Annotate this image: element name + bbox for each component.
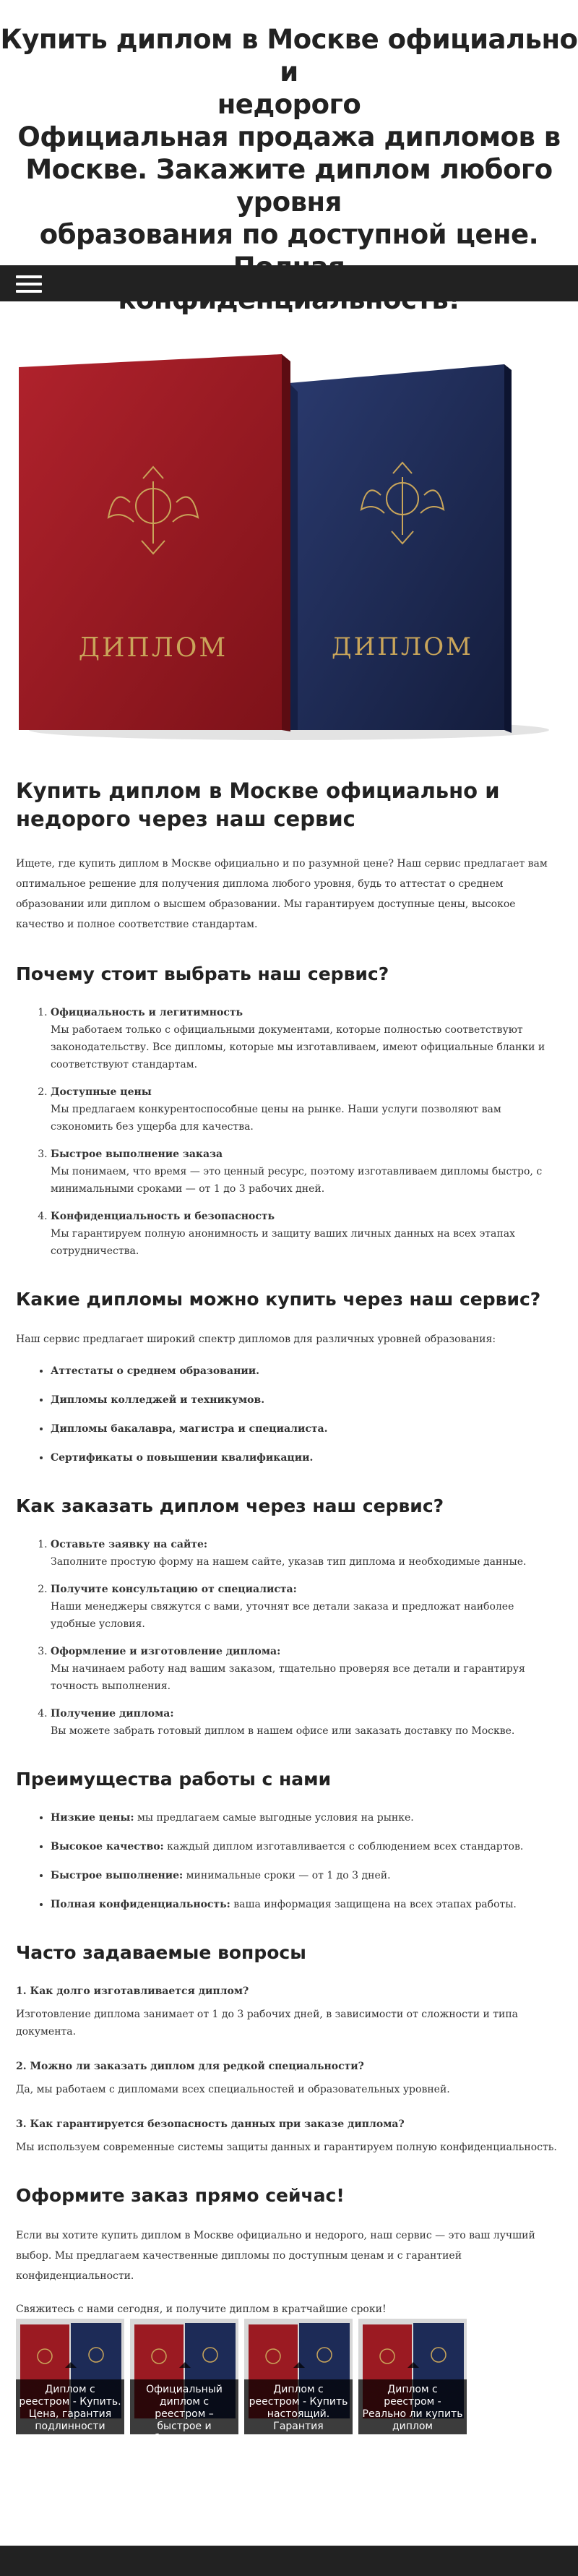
list-item-title: 3. Быстрое выполнение заказа [51,1149,223,1160]
list-item-text: Мы понимаем, что время — это ценный ресурс, поэтому изготавливаем дипломы быстро, с минимальными сроками — от 1 до 3 рабочих дней. [51,1166,543,1195]
list-item [51,1643,562,1695]
list-item-title: Полная конфиденциальность: [51,1899,230,1910]
hamburger-bar [16,275,42,278]
list-item-title: Быстрое выполнение: [51,1870,184,1881]
caption-arrow [293,2362,305,2368]
types-heading: Какие дипломы можно купить через наш сервис? [16,1289,541,1310]
diploma-covers-illustration [16,354,562,744]
faq-answer: Да, мы работаем с дипломами всех специальностей и образовательных уровней. [16,2084,450,2095]
advantages-list [32,1809,562,1913]
list-item-text: Вы можете забрать готовый диплом в нашем офисе или заказать доставку по Москве. [51,1725,515,1737]
list-item [51,1581,562,1633]
related-post-card[interactable] [130,2319,238,2457]
list-item-text: Мы предлагаем конкурентоспособные цены на рынке. Наши услуги позволяют вам сэкономить без ущерба для качества. [51,1104,501,1133]
cta-paragraph: Свяжитесь с нами сегодня, и получите диплом в кратчайшие сроки! [16,2304,387,2315]
list-item [51,1867,562,1884]
related-posts [16,2319,562,2457]
faq-list [16,1983,562,2156]
list-item-text: минимальные сроки — от 1 до 3 дней. [183,1870,391,1881]
list-item [51,1420,562,1438]
list-item-title: Сертификаты о повышении квалификации. [51,1452,314,1464]
list-item-text: Мы начинаем работу над вашим заказом, тщательно проверяя все детали и гарантируя точность выполнения. [51,1663,525,1692]
list-item-text: мы предлагаем самые выгодные условия на рынке. [134,1812,414,1824]
list-item [51,1809,562,1826]
site-title-line: Купить диплом в Москве официально и [0,24,578,87]
related-post-caption: Диплом с реестром - Купить настоящий. Гарантия [244,2379,353,2434]
list-item-text: каждый диплом изготавливается с соблюдением всех стандартов. [163,1841,524,1852]
types-intro: Наш сервис предлагает широкий спектр дипломов для различных уровней образования: [16,1334,496,1345]
caption-arrow [179,2362,191,2368]
right-cover-label: ДИПЛОМ [331,632,474,661]
caption-arrow [407,2362,419,2368]
site-footer [0,2546,578,2576]
list-item-title: 1. Официальность и легитимность [51,1007,243,1018]
list-item [51,1391,562,1409]
faq-answer: Мы используем современные системы защиты данных и гарантируем полную конфиденциальность. [16,2142,557,2153]
related-post-caption: Диплом с реестром - Купить. Цена, гарантия подлинности [16,2379,124,2434]
list-item [51,1705,562,1740]
hamburger-bar [16,283,42,285]
list-item-title: Дипломы колледжей и техникумов. [51,1394,265,1406]
related-post-caption: Официальный диплом с реестром – быстрое и безопасное решение [130,2379,238,2434]
list-item [51,1146,562,1198]
site-title-line: образования по доступной цене. [39,219,539,250]
list-item-text: Заполните простую форму на нашем сайте, указав тип диплома и необходимые данные. [51,1556,527,1568]
site-title-line: Официальная продажа дипломов в [17,121,561,153]
intro-paragraph: Ищете, где купить диплом в Москве официально и по разумной цене? Наш сервис предлагает вам оптимальное решение для получения диплома любого уровня, будь то аттестат о среднем образовании или диплом о высшем образовании. Мы гарантируем доступные цены, высокое качество и полное соответствие стандартам. [16,858,548,930]
list-item-title: 4. Получение диплома: [51,1708,174,1720]
list-item [51,1362,562,1380]
faq-question: 2. Можно ли заказать диплом для редкой специальности? [16,2061,364,2072]
related-post-card[interactable] [358,2319,467,2434]
site-title-line: недорого [217,89,361,120]
related-post-card[interactable] [244,2319,353,2434]
list-item [51,1838,562,1855]
list-item [51,1449,562,1467]
list-item-title: 2. Получите консультацию от специалиста: [51,1584,297,1595]
list-item-title: 3. Оформление и изготовление диплома: [51,1646,281,1657]
why-heading: Почему стоит выбрать наш сервис? [16,963,389,984]
faq-question: 3. Как гарантируется безопасность данных при заказе диплома? [16,2118,405,2130]
post-title: Купить диплом в Москве официально и недорого через наш сервис [16,778,500,831]
list-item [51,1896,562,1913]
red-diploma-cover [19,354,290,731]
cta-heading: Оформите заказ прямо сейчас! [16,2185,345,2206]
list-item-text: ваша информация защищена на всех этапах работы. [230,1899,517,1910]
cta-paragraph: Если вы хотите купить диплом в Москве официально и недорого, наш сервис — это ваш лучший выбор. Мы предлагаем качественные дипломы по доступным ценам и с гарантией конфиденциальности. [16,2230,535,2282]
hamburger-bar [16,290,42,293]
order-heading: Как заказать диплом через наш сервис? [16,1495,444,1516]
list-item-title: Высокое качество: [51,1841,164,1852]
list-item-title: Низкие цены: [51,1812,134,1824]
caption-arrow [65,2362,77,2368]
list-item-text: Мы работаем только с официальными документами, которые полностью соответствуют законодательству. Все дипломы, которые мы изготавливаем, имеют официальные бланки и соответствуют стандартам. [51,1024,545,1070]
list-item-title: 4. Конфиденциальность и безопасность [51,1211,275,1222]
main-navbar [0,265,578,301]
list-item-title: Дипломы бакалавра, магистра и специалиста. [51,1423,328,1435]
order-list [32,1536,562,1740]
list-item-title: 2. Доступные цены [51,1086,152,1098]
faq-answer: Изготовление диплома занимает от 1 до 3 рабочих дней, в зависимости от сложности и типа документа. [16,2009,519,2038]
list-item-text: Наши менеджеры свяжутся с вами, уточнят все детали заказа и предложат наиболее удобные условия. [51,1601,514,1630]
list-item [51,1536,562,1571]
types-list [32,1362,562,1467]
why-list [32,1004,562,1260]
list-item [51,1004,562,1073]
list-item [51,1208,562,1260]
related-post-card[interactable] [16,2319,124,2434]
related-post-caption: Диплом с реестром - Реально ли купить диплом [358,2379,467,2434]
left-cover-label: ДИПЛОМ [78,633,228,663]
hamburger-menu-icon[interactable] [16,275,42,293]
advantages-heading: Преимущества работы с нами [16,1769,332,1790]
faq-heading: Часто задаваемые вопросы [16,1942,306,1963]
list-item-title: Аттестаты о среднем образовании. [51,1365,259,1377]
list-item-text: Мы гарантируем полную анонимность и защиту ваших личных данных на всех этапах сотрудничества. [51,1228,515,1257]
site-title-line: Москве. Закажите диплом любого уровня [25,154,553,218]
list-item-title: 1. Оставьте заявку на сайте: [51,1539,208,1550]
list-item [51,1083,562,1135]
blue-diploma-cover [289,364,512,733]
post-content [16,777,562,2319]
faq-question: 1. Как долго изготавливается диплом? [16,1985,249,1997]
hero-image [16,354,562,744]
